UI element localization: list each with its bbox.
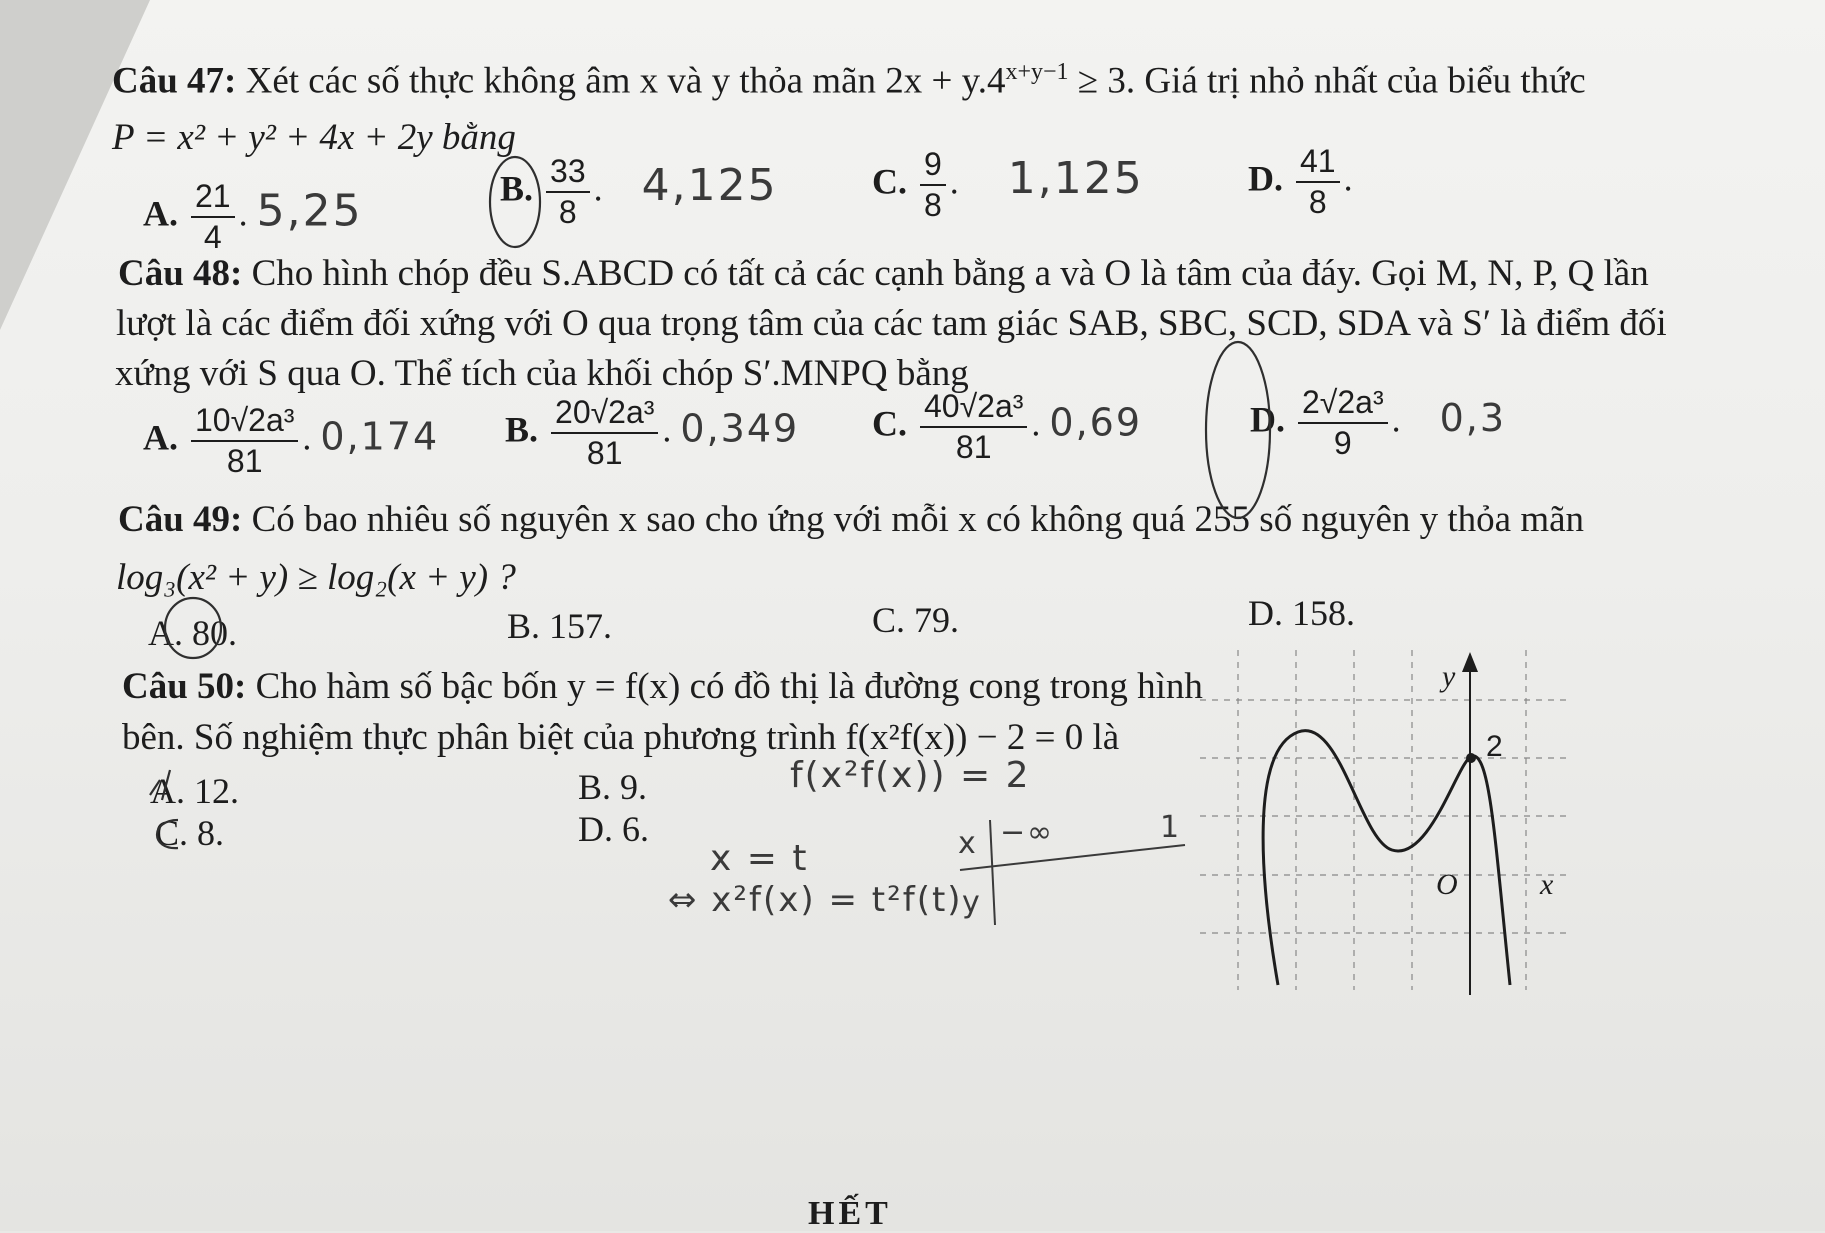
q47-exponent: x+y−1 — [1005, 59, 1069, 85]
graph-origin-label: O — [1436, 868, 1458, 901]
q49-option-a[interactable]: A. 80. — [148, 613, 237, 653]
q47-option-d[interactable]: D. $\frac{41}{8}$ . — [1248, 143, 1353, 220]
q48-option-c-fraction: $\frac{\text{40√2a³}}{81}$ — [920, 390, 1027, 464]
q50-option-b[interactable]: B. 9. — [578, 767, 648, 807]
handwriting-table-y: y — [962, 885, 982, 920]
q47-option-a-fraction: $\frac{21}{4}$ — [191, 180, 235, 254]
q47-option-a-letter: A. — [143, 193, 178, 234]
handwriting-table-minus-infinity: −∞ — [1000, 815, 1055, 850]
q47-option-b-note: 4,125 — [641, 160, 778, 212]
q47-label: Câu 47: — [112, 60, 237, 102]
q50-line2: bên. Số nghiệm thực phân biệt của phương trình f(x²f(x)) − 2 = 0 là — [122, 717, 1120, 758]
q47-text1: Xét các số thực không âm x và y thỏa mãn 2x + y.4 — [245, 60, 1006, 102]
q47-option-d-fraction: $\frac{41}{8}$ — [1296, 145, 1340, 219]
handwriting-eq3: ⇔ x²f(x) = t²f(t) — [668, 880, 963, 920]
q48-option-d-note: 0,3 — [1439, 396, 1507, 441]
q49-line2: log₃(x² + y) ≥ log₂(x + y) ? — [116, 557, 516, 598]
q47-line2: P = x² + y² + 4x + 2y bằng — [112, 117, 516, 158]
q48-option-d[interactable]: D. $\frac{\text{2√2a³}}{9}$ . 0,3 — [1250, 384, 1507, 461]
sign-table-hline — [960, 845, 1185, 870]
handwriting-eq2: x = t — [710, 838, 809, 879]
q47-option-c-letter: C. — [872, 161, 907, 202]
q47-option-b[interactable]: B. $\frac{33}{8}$ . 4,125 — [500, 153, 778, 230]
q49-option-c[interactable]: C. 79. — [872, 600, 960, 640]
q48-option-b-note: 0,349 — [680, 406, 800, 451]
q48-option-c-letter: C. — [872, 403, 907, 444]
q48-text1: Cho hình chóp đều S.ABCD có tất cả các cạnh bằng a và O là tâm của đáy. Gọi M, N, P, Q lần — [251, 253, 1649, 294]
q48-option-c-note: 0,69 — [1049, 400, 1143, 445]
q48-line2: lượt là các điểm đối xứng với O qua trọng tâm của các tam giác SAB, SBC, SCD, SDA và S′ là điểm đối — [116, 303, 1667, 344]
footer-end: HẾT — [808, 1195, 892, 1232]
q47-option-b-letter: B. — [500, 168, 534, 209]
q47-option-a-note: 5,25 — [256, 185, 363, 237]
q48-label: Câu 48: — [118, 253, 243, 294]
circle-q48-d — [1206, 342, 1270, 518]
mark-q50-a — [150, 770, 170, 800]
q48-option-b-fraction: $\frac{\text{20√2a³}}{81}$ — [551, 396, 658, 470]
q47-option-b-fraction: $\frac{33}{8}$ — [546, 155, 590, 229]
q50-graph — [1190, 640, 1575, 1000]
q47-text1b: ≥ 3. Giá trị nhỏ nhất của biểu thức — [1068, 60, 1586, 102]
q48-option-d-fraction: $\frac{\text{2√2a³}}{9}$ — [1298, 386, 1388, 460]
circle-q50-c — [157, 820, 178, 848]
q48-option-a-fraction: $\frac{\text{10√2a³}}{81}$ — [191, 404, 298, 478]
handwriting-eq1: f(x²f(x)) = 2 — [790, 755, 1031, 796]
q48-option-d-letter: D. — [1250, 399, 1285, 440]
circle-q49-a — [165, 598, 221, 658]
q48-option-b[interactable]: B. $\frac{\text{20√2a³}}{81}$ . 0,349 — [505, 394, 800, 471]
q50-text1: Cho hàm số bậc bốn y = f(x) có đồ thị là đường cong trong hình — [255, 666, 1203, 707]
graph-x-label: x — [1540, 868, 1554, 901]
q50-option-a[interactable]: A. 12. — [150, 771, 239, 811]
graph-point-2 — [1466, 753, 1476, 763]
q47-option-d-letter: D. — [1248, 158, 1283, 199]
q49-option-b[interactable]: B. 157. — [507, 606, 613, 646]
q48-line3: xứng với S qua O. Thể tích của khối chóp S′.MNPQ bằng — [115, 353, 969, 394]
q48-option-a[interactable]: A. $\frac{\text{10√2a³}}{81}$ . 0,174 — [143, 402, 440, 479]
q50-label: Câu 50: — [122, 666, 247, 707]
q48-option-a-letter: A. — [143, 417, 178, 458]
q48-option-b-letter: B. — [505, 409, 539, 450]
q48-option-a-note: 0,174 — [320, 414, 440, 459]
graph-y-arrow-icon — [1462, 652, 1478, 672]
graph-y-label: y — [1442, 660, 1456, 693]
graph-curve — [1263, 731, 1510, 985]
q47-option-c-note: 1,125 — [1007, 153, 1144, 205]
q49-label: Câu 49: — [118, 499, 243, 540]
graph-tick-2: 2 — [1486, 730, 1503, 763]
q47-option-c[interactable]: C. $\frac{9}{8}$ . 1,125 — [872, 146, 1144, 223]
q47-option-a[interactable]: A. $\frac{21}{4}$ . 5,25 — [143, 178, 363, 255]
q50-option-c[interactable]: C. 8. — [155, 813, 225, 853]
q48-option-c[interactable]: C. $\frac{\text{40√2a³}}{81}$ . 0,69 — [872, 388, 1143, 465]
q47-option-c-fraction: $\frac{9}{8}$ — [920, 148, 946, 222]
q50-option-d[interactable]: D. 6. — [578, 809, 649, 849]
graph-grid — [1200, 650, 1570, 990]
sign-table-vline — [990, 820, 995, 925]
handwriting-table-one: 1 — [1160, 810, 1182, 845]
circle-q47-b — [490, 157, 540, 247]
q49-text1: Có bao nhiêu số nguyên x sao cho ứng với mỗi x có không quá 255 số nguyên y thỏa mãn — [251, 499, 1585, 540]
q49-option-d[interactable]: D. 158. — [1248, 593, 1355, 633]
handwriting-table-x: x — [958, 826, 978, 861]
